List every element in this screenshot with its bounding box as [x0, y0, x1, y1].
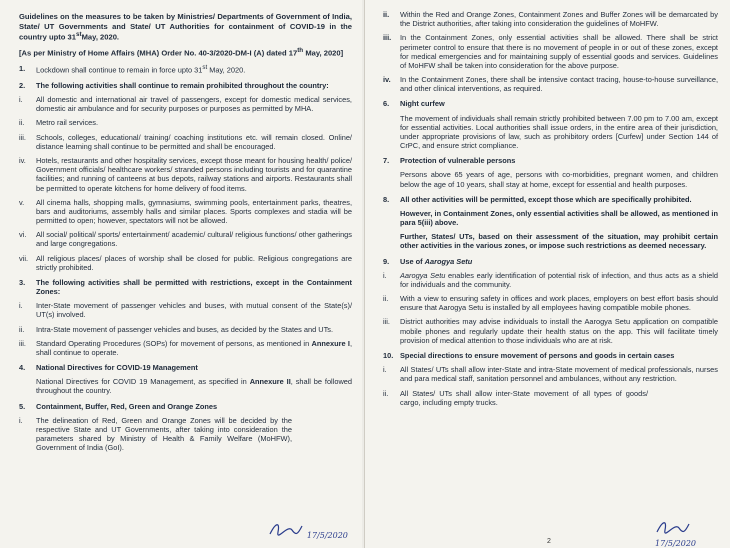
section-7: 7. Protection of vulnerable persons	[383, 156, 718, 165]
section-10-heading: Special directions to ensure movement of persons and goods in certain cases	[400, 350, 675, 360]
list-item: i. All States/ UTs shall allow inter-State and intra-State movement of medical professionals, nurses and para medical staff, sanitation personnel and ambulances, without any restriction.	[383, 365, 718, 384]
handwritten-signature: 17/5/2020	[268, 520, 348, 541]
section-1: 1. Lockdown shall continue to remain in force upto 31st May, 2020.	[19, 64, 246, 75]
section-6-text: The movement of individuals shall remain strictly prohibited between 7.00 pm to 7.00 am, except for essential activities. Local authorities shall issue orders, in the entire area of their jurisdiction, under appropriate provisions of law, such as prohibitory orders [Curfew] under Section 144 of CrPC, and ensure strict compliance.	[400, 113, 718, 151]
order-reference: [As per Ministry of Home Affairs (MHA) Order No. 40-3/2020-DM-I (A) dated 17th May, 2020]	[19, 47, 344, 58]
list-item: ii. Intra-State movement of passenger vehicles and buses, as decided by the States and UTs.	[19, 324, 334, 334]
list-item: v. All cinema halls, shopping malls, gymnasiums, swimming pools, entertainment parks, theatres, bars and auditoriums, assembly halls and similar places. Sports complexes and stadia will be permitted to open; however, spectators will not be allowed.	[19, 197, 352, 226]
section-7-heading: Protection of vulnerable persons	[400, 156, 516, 166]
list-item: iii. In the Containment Zones, only essential activities shall be allowed. There shall be strict perimeter control to ensure that there is no movement of people in or out of these zones, except for medical emergencies and for maintaining supply of essential goods and services. Guidelines of MoHFW shall be taken into consideration for the above purpose.	[383, 33, 718, 70]
section-6-heading: Night curfew	[400, 99, 445, 109]
list-item: ii. With a view to ensuring safety in offices and work places, employers on best effort basis should ensure that Aarogya Setu is installed by all employees having compatible mobile phones.	[383, 294, 718, 313]
page-number: 2	[547, 538, 551, 545]
section-2: 2. The following activities shall continue to remain prohibited throughout the country:	[19, 81, 352, 90]
list-item: ii. All States/ UTs shall allow inter-State movement of all types of goods/ cargo, including empty trucks.	[383, 388, 648, 407]
section-4-heading: National Directives for COVID-19 Management	[36, 363, 198, 373]
section-8-paragraph: However, in Containment Zones, only essential activities shall be allowed, as mentioned in para 5(iii) above.	[400, 208, 718, 228]
list-item: vi. All social/ political/ sports/ entertainment/ academic/ cultural/ religious functions/ other gatherings and large congregations.	[19, 230, 352, 249]
list-item: ii. Within the Red and Orange Zones, Containment Zones and Buffer Zones will be demarcated by the District authorities, after taking into consideration the guidelines of MoHFW.	[383, 10, 718, 29]
section-5: 5. Containment, Buffer, Red, Green and Orange Zones	[19, 402, 352, 411]
section-3-heading: The following activities shall be permitted with restrictions, except in the Containment Zones:	[36, 277, 352, 297]
section-4-text: National Directives for COVID 19 Management, as specified in Annexure II, shall be followed throughout the country.	[36, 377, 353, 396]
list-item: iii. District authorities may advise individuals to install the Aarogya Setu application on compatible mobile phones and regularly update their health status on the app. This will facilitate timely provision of medical attention to those individuals who are at risk.	[383, 317, 718, 345]
section-6: 6. Night curfew	[383, 99, 718, 108]
document-page-right	[364, 0, 730, 548]
section-2-heading: The following activities shall continue to remain prohibited throughout the country:	[36, 80, 329, 90]
list-item: i. All domestic and international air travel of passengers, except for domestic medical services, domestic air ambulance and for security purposes or purposes as permitted by MHA.	[19, 95, 352, 114]
signature-scribble	[268, 520, 304, 538]
signature-scribble	[655, 518, 691, 536]
list-item: i. The delineation of Red, Green and Orange Zones will be decided by the respective State and UT Governments, after taking into consideration the parameters shared by Ministry of Health & Family Welfare (MoHFW), Government of India (GoI).	[19, 415, 292, 453]
section-2-list	[19, 95, 352, 272]
section-5-heading: Containment, Buffer, Red, Green and Orange Zones	[36, 401, 218, 411]
list-item: i. Aarogya Setu enables early identification of potential risk of infection, and thus acts as a shield for individuals and the community.	[383, 270, 718, 289]
document-title: Guidelines on the measures to be taken by Ministries/ Departments of Government of India, State/ UT Governments and State/ UT Authorities for containment of COVID-19 in the country upto 31stMay, 2020.	[19, 12, 352, 42]
handwritten-signature: 17/5/2020	[655, 518, 730, 548]
list-item: iv. Hotels, restaurants and other hospitality services, except those meant for housing health/ police/ Government officials/ healthcare workers/ stranded persons including tourists and for quarantine facilities; and running of canteens at bus depots, railway stations and airports. Restaurants shall be permitted to operate kitchens for home delivery of food items.	[19, 155, 352, 193]
section-4: 4. National Directives for COVID-19 Management	[19, 363, 352, 372]
list-item: ii. Metro rail services.	[19, 118, 99, 128]
section-8-heading: All other activities will be permitted, except those which are specifically prohibited.	[400, 194, 692, 204]
section-8-paragraph: Further, States/ UTs, based on their assessment of the situation, may prohibit certain other activities in the various zones, or impose such restrictions as deemed necessary.	[400, 232, 718, 251]
list-item: vii. All religious places/ places of worship shall be closed for public. Religious congregations are strictly prohibited.	[19, 253, 352, 272]
section-7-text: Persons above 65 years of age, persons with co-morbidities, pregnant women, and children below the age of 10 years, shall stay at home, except for essential and health purposes.	[400, 170, 718, 189]
list-item: iii. Schools, colleges, educational/ training/ coaching institutions etc. will remain closed. Online/ distance learning shall continue to be permitted and shall be encouraged.	[19, 132, 352, 151]
section-9: 9. Use of Aarogya Setu	[383, 257, 718, 266]
list-item: iv. In the Containment Zones, there shall be intensive contact tracing, house-to-house surveillance, and other clinical interventions, as required.	[383, 75, 718, 94]
list-item: iii. Standard Operating Procedures (SOPs) for movement of persons, as mentioned in Annexure I, shall continue to operate.	[19, 338, 352, 357]
section-3: 3. The following activities shall be permitted with restrictions, except in the Containment Zones:	[19, 277, 352, 297]
section-9-heading: Use of Aarogya Setu	[400, 256, 473, 266]
section-8: 8. All other activities will be permitted, except those which are specifically prohibited.	[383, 195, 718, 204]
list-item: i. Inter-State movement of passenger vehicles and buses, with mutual consent of the State(s)/ UT(s) involved.	[19, 301, 352, 320]
section-10: 10. Special directions to ensure movement of persons and goods in certain cases	[383, 351, 718, 360]
document-page-left	[0, 0, 362, 548]
